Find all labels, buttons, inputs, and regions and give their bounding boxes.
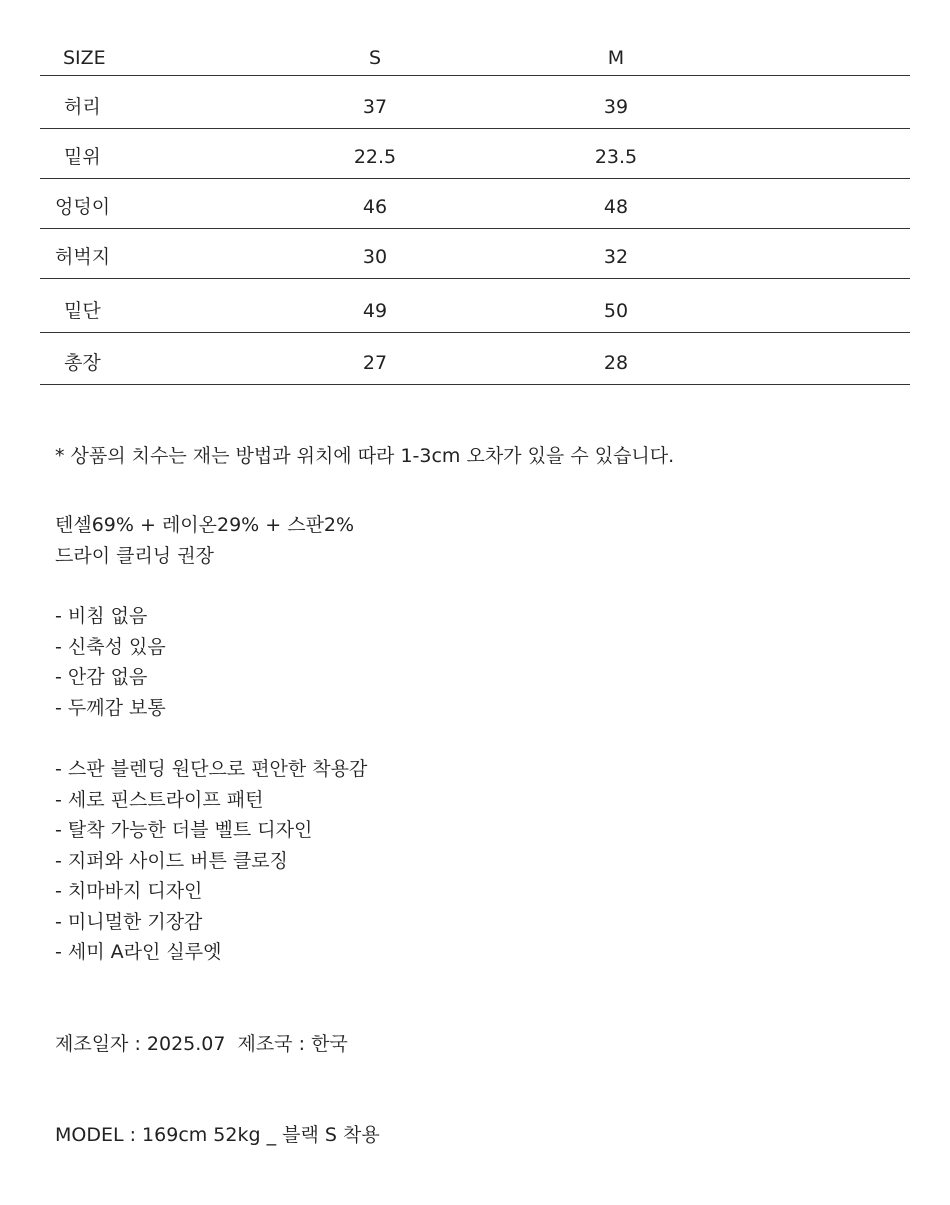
list-item: - 두께감 보통 bbox=[55, 696, 166, 719]
row-label: 허벅지 bbox=[55, 246, 111, 268]
list-item: - 신축성 있음 bbox=[55, 635, 166, 658]
list-item: - 세로 핀스트라이프 패턴 bbox=[55, 788, 264, 811]
material-info bbox=[55, 510, 354, 571]
fabric-properties bbox=[55, 601, 166, 723]
row-label: 밑단 bbox=[64, 300, 101, 322]
table-row-thigh: 허벅지 30 32 bbox=[40, 229, 910, 279]
size-table bbox=[40, 40, 910, 385]
material-composition: 텐셀69% + 레이온29% + 스판2% bbox=[55, 514, 355, 536]
list-item: - 탈착 가능한 더블 벨트 디자인 bbox=[55, 819, 313, 841]
product-features bbox=[55, 754, 367, 968]
list-item: - 지퍼와 사이드 버튼 클로징 bbox=[55, 849, 288, 872]
table-row-hem: 밑단 49 50 bbox=[40, 279, 910, 333]
row-label: 밑위 bbox=[64, 146, 101, 168]
manufacture-info: 제조일자 : 2025.07 제조국 : 한국 bbox=[55, 1033, 348, 1055]
row-label: 엉덩이 bbox=[55, 196, 111, 218]
table-row-length: 총장 27 28 bbox=[40, 333, 910, 385]
table-row-hip: 엉덩이 46 48 bbox=[40, 179, 910, 229]
table-row-rise: 밑위 22.5 23.5 bbox=[40, 129, 910, 179]
list-item: - 미니멀한 기장감 bbox=[55, 910, 203, 933]
size-table-header: SIZE S M bbox=[40, 40, 910, 76]
row-label: 허리 bbox=[64, 96, 101, 118]
list-item: - 치마바지 디자인 bbox=[55, 880, 203, 902]
list-item: - 스판 블렌딩 원단으로 편안한 착용감 bbox=[55, 758, 368, 780]
table-row-waist: 허리 37 39 bbox=[40, 76, 910, 129]
list-item: - 비침 없음 bbox=[55, 605, 148, 627]
care-instruction: 드라이 클리닝 권장 bbox=[55, 544, 214, 567]
list-item: - 안감 없음 bbox=[55, 666, 148, 688]
model-info: MODEL : 169cm 52kg _ 블랙 S 착용 bbox=[55, 1124, 380, 1146]
header-size-label: SIZE bbox=[63, 47, 106, 69]
row-label: 총장 bbox=[64, 352, 101, 374]
measurement-notice: * 상품의 치수는 재는 방법과 위치에 따라 1-3cm 오차가 있을 수 있습니다. bbox=[55, 445, 675, 467]
list-item: - 세미 A라인 실루엣 bbox=[55, 941, 222, 963]
